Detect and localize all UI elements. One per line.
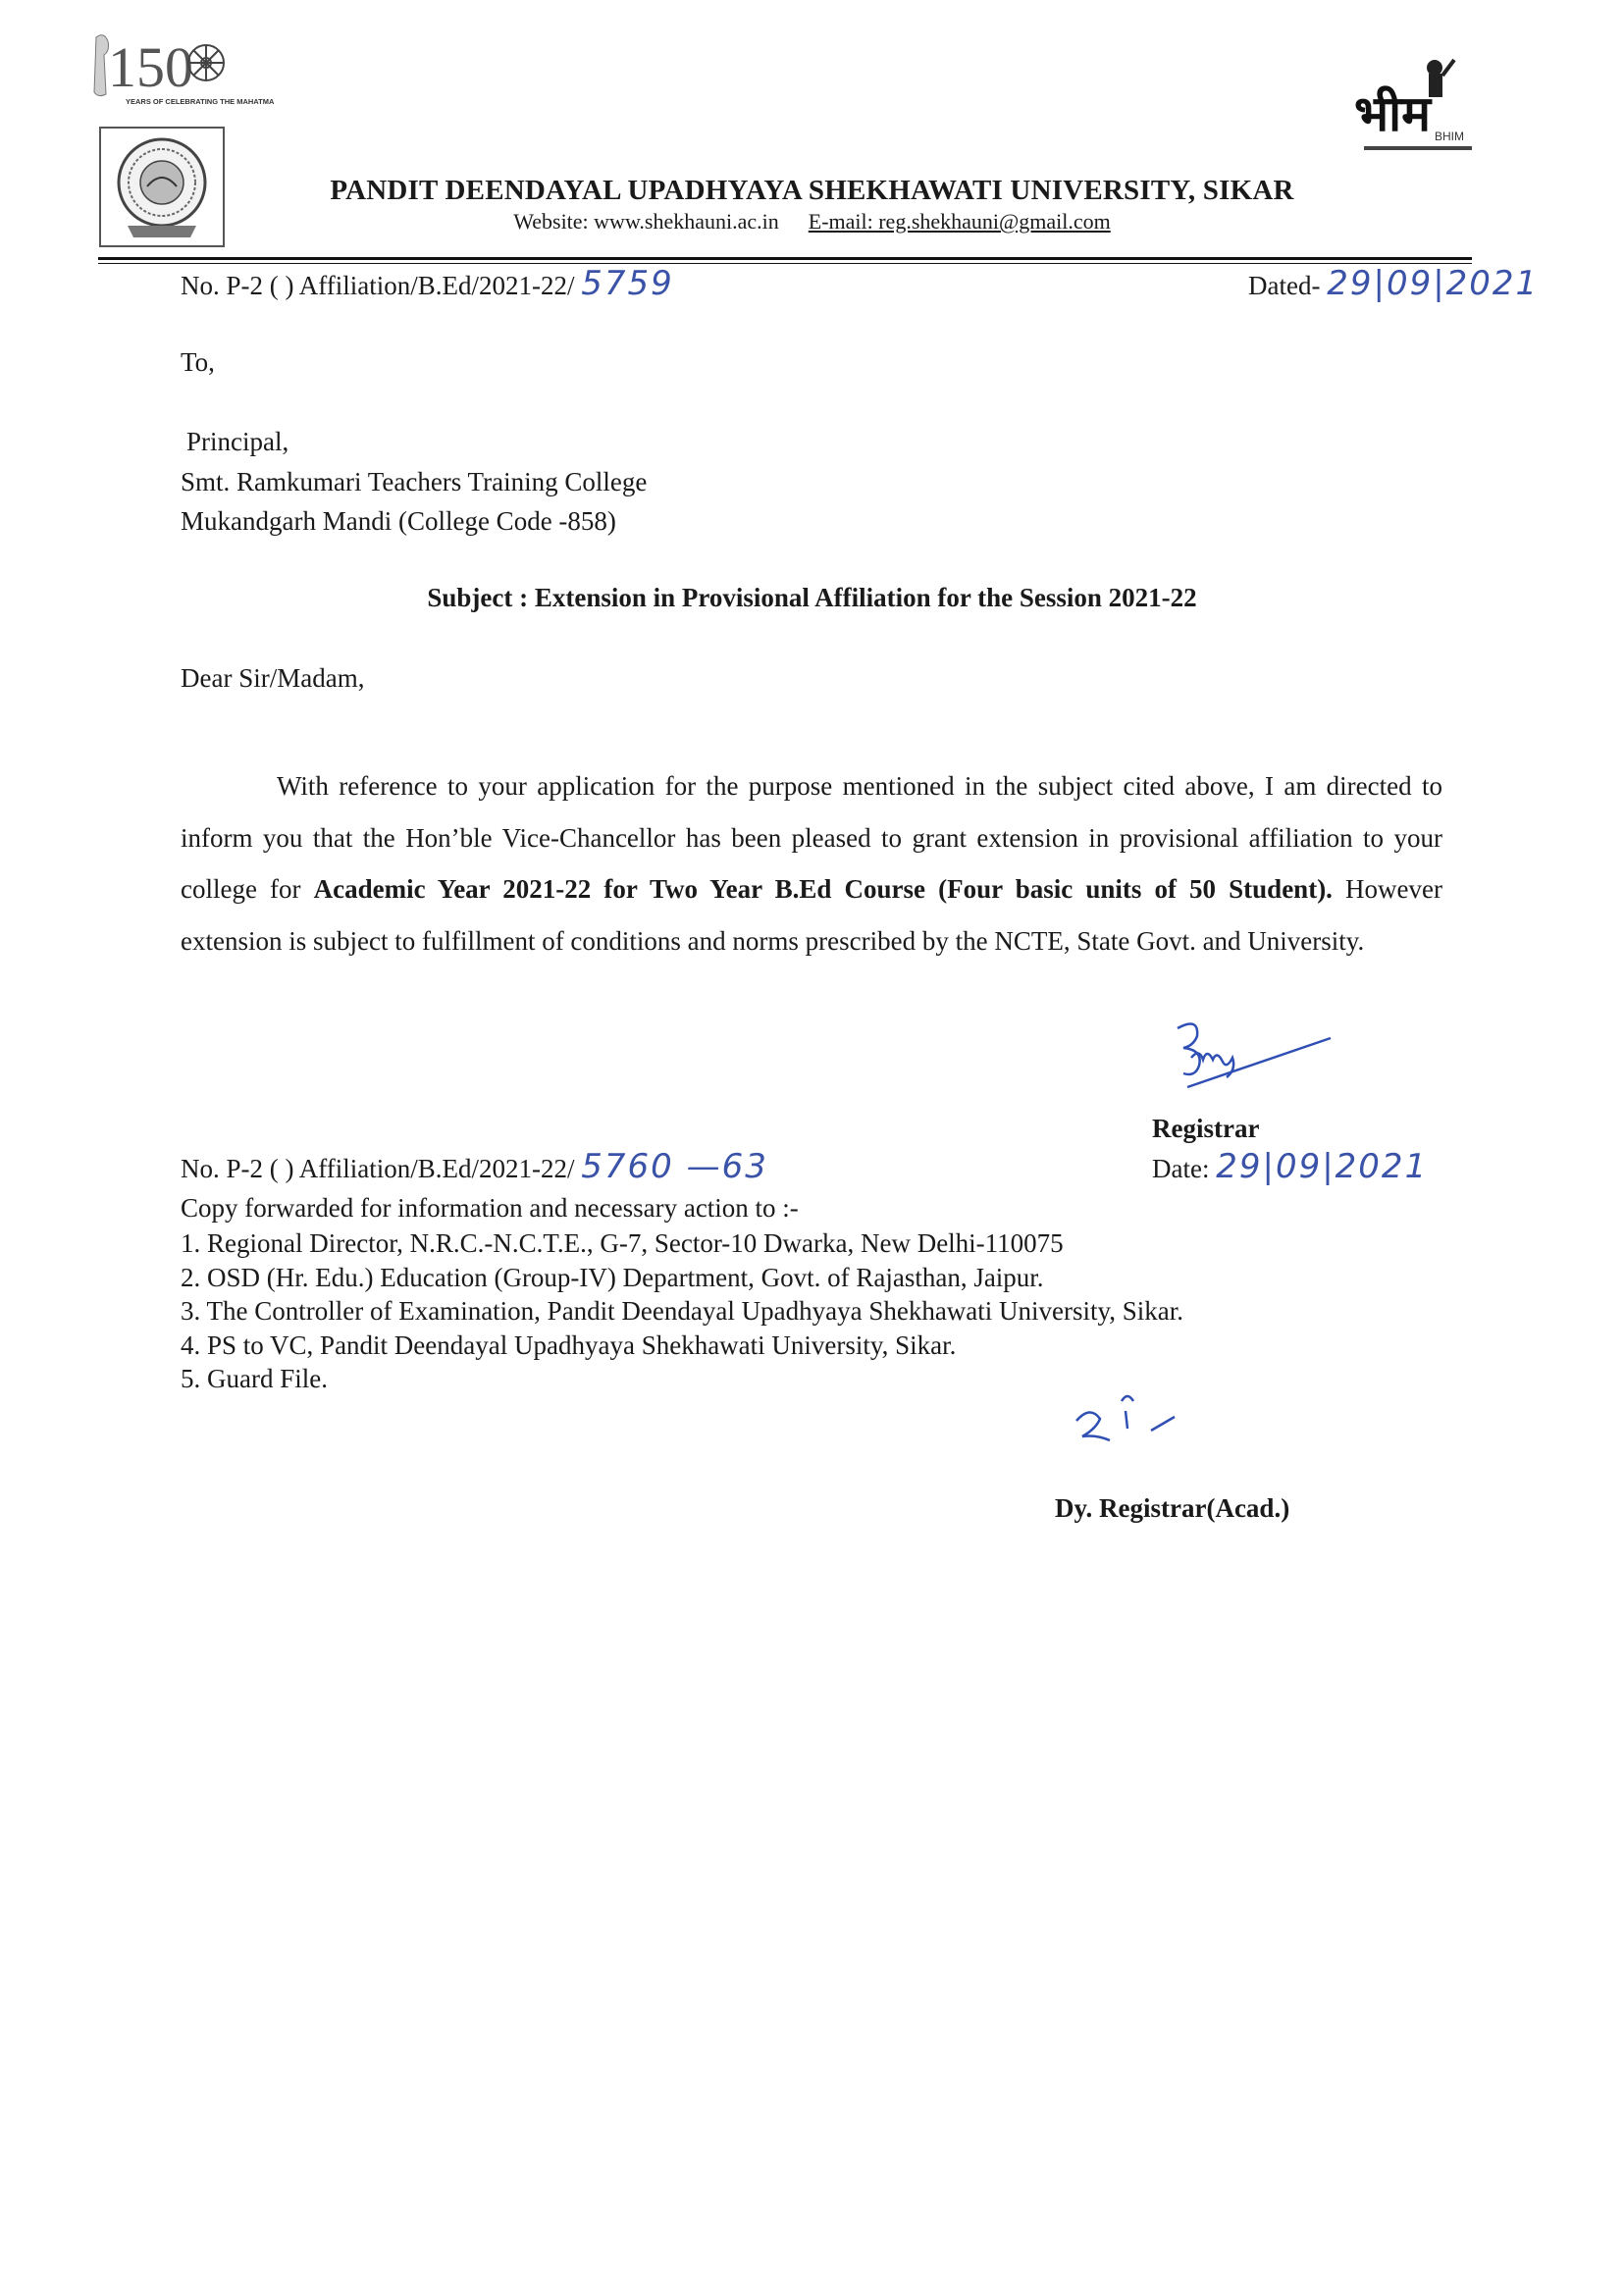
header-divider-thin <box>98 263 1472 264</box>
recipient-title: Principal, <box>186 427 289 456</box>
logo-150-number: 150 <box>108 35 193 99</box>
list-item: 5. Guard File. <box>181 1364 328 1393</box>
body-text-1: With reference to your application for the purpose mentioned in the subject cited above, I am directed to inform you that the Hon’ble Vice-Chancellor has been pleased to grant extension in provisional affiliation to your college for <box>181 771 1442 904</box>
bhim-text: भीम <box>1354 85 1431 142</box>
letter-date <box>1248 264 1540 303</box>
body-text-2: However extension is subject to fulfillment of conditions and norms prescribed by the NCTE, State Govt. and University. <box>181 874 1442 956</box>
bhim-logo <box>1344 54 1492 162</box>
gandhi-150-logo <box>86 29 275 128</box>
registrar-title: Registrar <box>1152 1114 1260 1143</box>
university-name: PANDIT DEENDAYAL UPADHYAYA SHEKHAWATI UNIVERSITY, SIKAR <box>330 175 1294 206</box>
email-text: E-mail: reg.shekhauni@gmail.com <box>808 209 1111 234</box>
copy-date-handwritten: 29|09|2021 <box>1216 1147 1429 1186</box>
dated-handwritten: 29|09|2021 <box>1327 264 1540 303</box>
copy-date-label: Date: <box>1152 1154 1210 1183</box>
recipient-address: Mukandgarh Mandi (College Code -858) <box>181 506 616 536</box>
recipient-college: Smt. Ramkumari Teachers Training College <box>181 467 648 496</box>
header-divider <box>98 257 1472 260</box>
body-text-bold: Academic Year 2021-22 for Two Year B.Ed Course (Four basic units of 50 Student). <box>313 874 1333 904</box>
to-line: To, <box>181 347 215 377</box>
dy-registrar-title: Dy. Registrar(Acad.) <box>1055 1493 1290 1523</box>
website-text: Website: www.shekhauni.ac.in <box>513 209 779 234</box>
registrar-signature <box>1158 1011 1344 1128</box>
reference-number <box>181 264 674 303</box>
copy-reference-handwritten: 5760 —63 <box>581 1147 768 1186</box>
subject-line: Subject : Extension in Provisional Affiliation for the Session 2021-22 <box>427 583 1197 612</box>
reference-number-label: No. P-2 ( ) Affiliation/B.Ed/2021-22/ <box>181 271 575 300</box>
list-item: 3. The Controller of Examination, Pandit Deendayal Upadhyaya Shekhawati University, Sikar. <box>181 1296 1184 1326</box>
dated-label: Dated- <box>1248 271 1321 300</box>
letter-body <box>181 760 1442 966</box>
dy-registrar-signature <box>1065 1383 1222 1462</box>
logo-150-caption: YEARS OF CELEBRATING THE MAHATMA <box>126 97 275 106</box>
list-item: 1. Regional Director, N.R.C.-N.C.T.E., G-7, Sector-10 Dwarka, New Delhi-110075 <box>181 1228 1064 1258</box>
university-contact <box>0 209 1624 235</box>
copy-intro: Copy forwarded for information and necessary action to :- <box>181 1193 799 1223</box>
copy-recipient-list <box>181 1226 1183 1396</box>
list-item: 2. OSD (Hr. Edu.) Education (Group-IV) Department, Govt. of Rajasthan, Jaipur. <box>181 1262 1044 1292</box>
bhim-caption: BHIM <box>1435 130 1464 143</box>
copy-reference-number <box>181 1147 768 1186</box>
reference-number-handwritten: 5759 <box>581 264 674 303</box>
copy-date <box>1152 1147 1429 1186</box>
salutation: Dear Sir/Madam, <box>181 663 365 693</box>
copy-reference-label: No. P-2 ( ) Affiliation/B.Ed/2021-22/ <box>181 1154 575 1183</box>
list-item: 4. PS to VC, Pandit Deendayal Upadhyaya Shekhawati University, Sikar. <box>181 1329 957 1360</box>
